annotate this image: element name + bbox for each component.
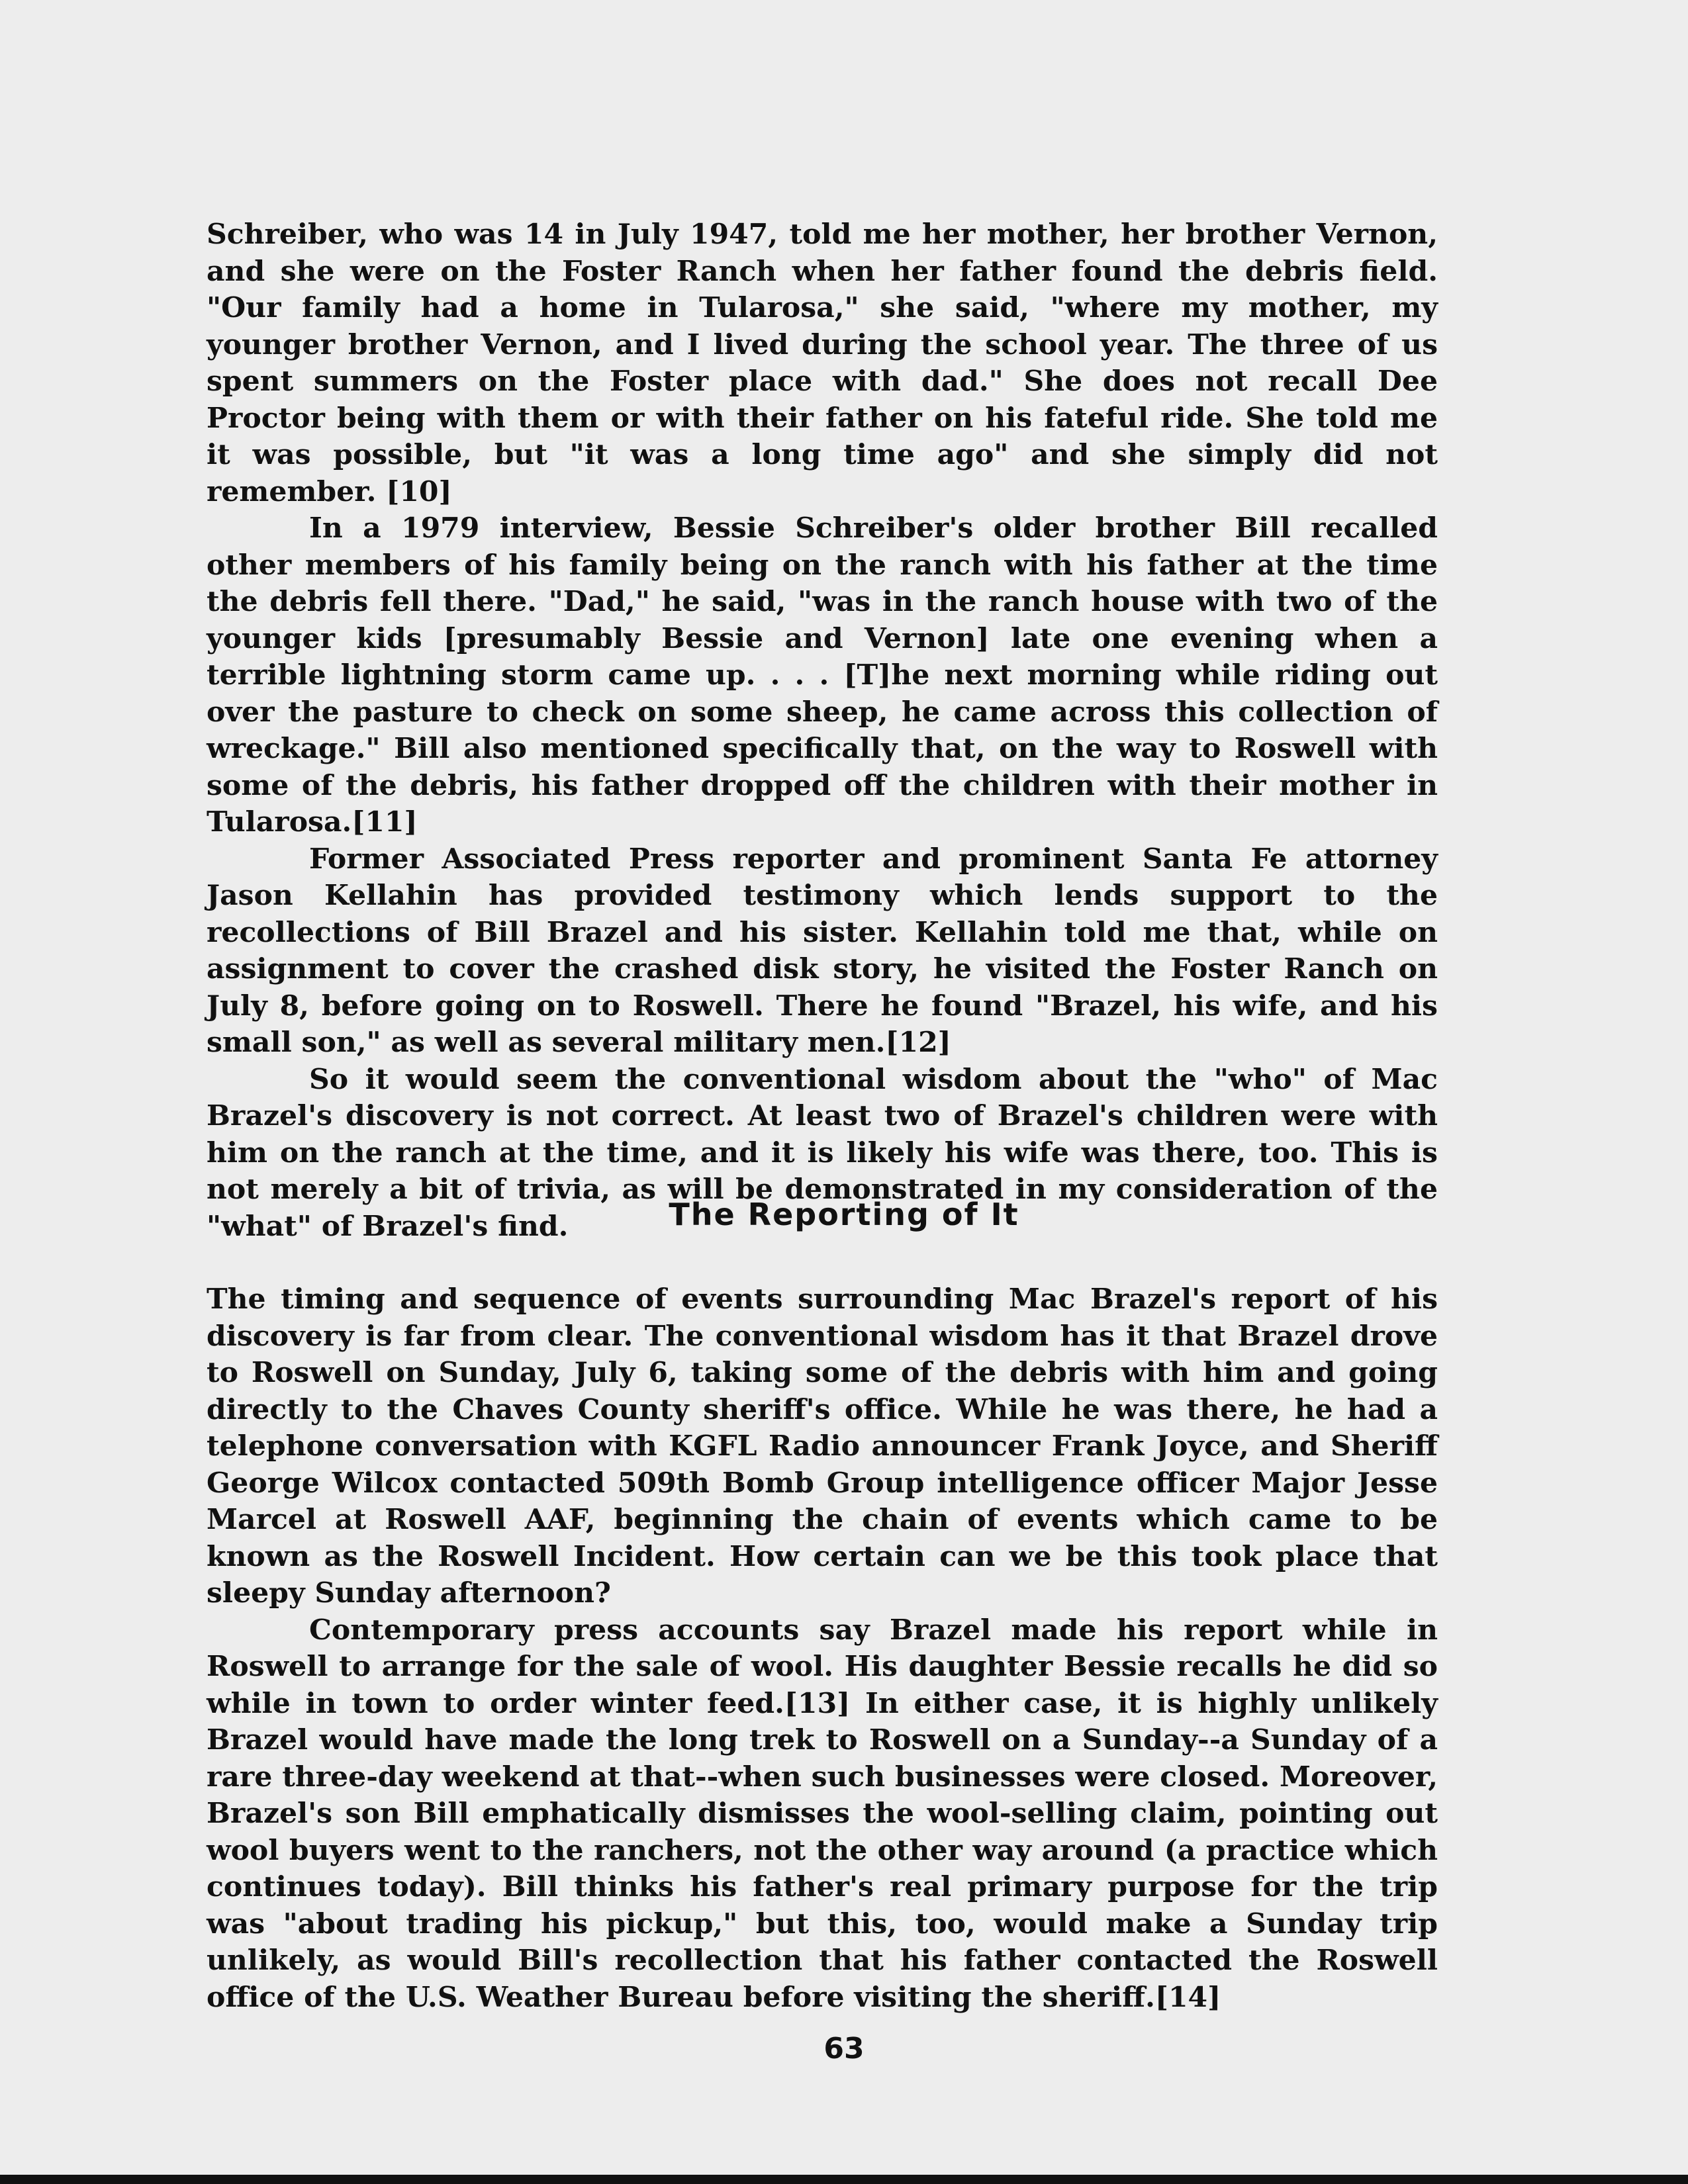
text-block-upper [207,216,1438,1245]
section-lead-in: The timing [207,1283,385,1316]
paragraph-3: Former Associated Press reporter and prominent Santa Fe attorney Jason Kellahin has provided testimony which lends support to the recollections of Bill Brazel and his sister. Kellahin told me that, while on assignment to cover the crashed disk story, he visited the Foster Ranch on July 8, before going on to Roswell. There he found "Brazel, his wife, and his small son," as well as several military men.[12] [207,842,1438,1059]
page-number: 63 [823,2032,865,2066]
paragraph-1: Schreiber, who was 14 in July 1947, told me her mother, her brother Vernon, and she were on the Foster Ranch when her father found the debris field. "Our family had a home in Tularosa," she said, "where my mother, my younger brother Vernon, and I lived during the school year. The three of us spent summers on the Foster place with dad." She does not recall Dee Proctor being with them or with their father on his fateful ride. She told me it was possible, but "it was a long time ago" and she simply did not remember. [10] [207,218,1438,508]
paragraph-6: Contemporary press accounts say Brazel made his report while in Roswell to arrange for the sale of wool. His daughter Bessie recalls he did so while in town to order winter feed.[13] In either case, it is highly unlikely Brazel would have made the long trek to Roswell on a Sunday--a Sunday of a rare three-day weekend at that--when such businesses were closed. Moreover, Brazel's son Bill emphatically dismisses the wool-selling claim, pointing out wool buyers went to the ranchers, not the other way around (a practice which continues today). Bill thinks his father's real primary purpose for the trip was "about trading his pickup," but this, too, would make a Sunday trip unlikely, as would Bill's recollection that his father contacted the Roswell office of the U.S. Weather Bureau before visiting the sheriff.[14] [207,1613,1438,2014]
paragraph-5-body: and sequence of events surrounding Mac Brazel's report of his discovery is far from clear. The conventional wisdom has it that Brazel drove to Roswell on Sunday, July 6, taking some of the debris with him and going directly to the Chaves County sheriff's office. While he was there, he had a telephone conversation with KGFL Radio announcer Frank Joyce, and Sheriff George Wilcox contacted 509th Bomb Group intelligence officer Major Jesse Marcel at Roswell AAF, beginning the chain of events which came to be known as the Roswell Incident. How certain can we be this took place that sleepy Sunday afternoon? [207,1283,1438,1610]
paragraph-5 [207,1281,1438,1612]
text-block-lower [207,1281,1438,2016]
scan-bottom-edge [0,2175,1688,2184]
paragraph-4: So it would seem the conventional wisdom about the "who" of Mac Brazel's discovery is not correct. At least two of Brazel's children were with him on the ranch at the time, and it is likely his wife was there, too. This is not merely a bit of trivia, as will be demonstrated in my consideration of the "what" of Brazel's find. [207,1062,1438,1243]
section-heading: The Reporting of It [669,1197,1019,1232]
paragraph-2: In a 1979 interview, Bessie Schreiber's older brother Bill recalled other members of his family being on the ranch with his father at the time the debris fell there. "Dad," he said, "was in the ranch house with two of the younger kids [presumably Bessie and Vernon] late one evening when a terrible lightning storm came up. . . . [T]he next morning while riding out over the pasture to check on some sheep, he came across this collection of wreckage." Bill also mentioned specifically that, on the way to Roswell with some of the debris, his father dropped off the children with their mother in Tularosa.[11] [207,512,1438,839]
